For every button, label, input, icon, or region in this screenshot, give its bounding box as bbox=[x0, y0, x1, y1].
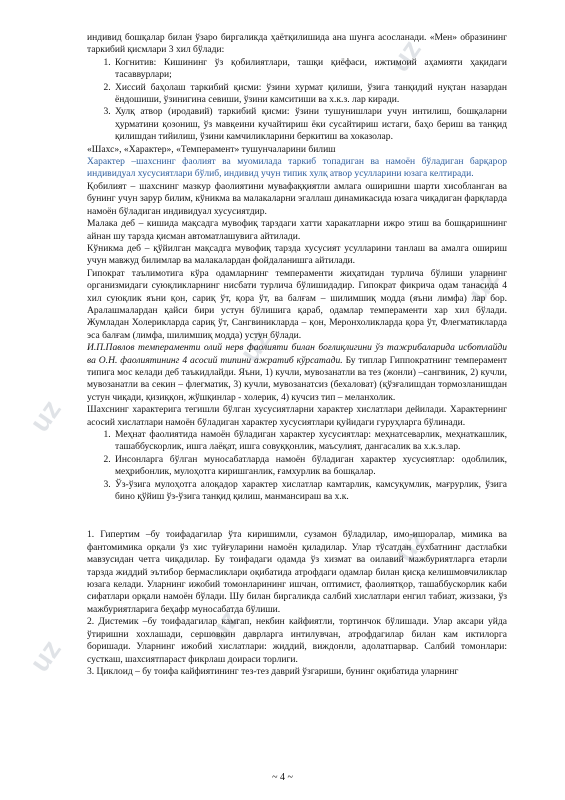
self-image-list bbox=[87, 57, 507, 144]
watermark: uz bbox=[23, 634, 67, 678]
watermark: uz bbox=[461, 264, 505, 308]
page-number: ~ 4 ~ bbox=[272, 772, 293, 783]
pavlov-text: Бу типлар Гиппократнинг темперамент типига мос келади деб таъкидлайди. Яъни, 1) кучли, мувозанатли ва тез (жонли) –сангвиник, 2) кучли, мувозанатли ва секин – флегматик, 3) кучли, мувозанатсиз (бехаловат) (қўзғалишдан тормозланишдан устун чиқади, қизиққон, жўшқинлар - холерик, 4) кучсиз тип – меланхолик. bbox=[87, 354, 508, 403]
watermark: uz bbox=[23, 394, 67, 438]
habit-paragraph: Кўникма деб – қўйилган мақсадга мувофиқ тарзда хусусият усулларини танлаш ва амалга ошириш учун мавжуд билимлар ва малакалардан фойдаланишга айтилади. bbox=[87, 242, 507, 267]
pavlov-paragraph bbox=[87, 342, 507, 404]
watermark: uz bbox=[201, 604, 245, 648]
character-definition: Характер –шахснинг фаолият ва муомилада таркиб топадиган ва намоён бўладиган барқарор индивидуал хусусиятлари бўлиб, индивид учун типик хулқ атвор усулларини юзага келтиради. bbox=[87, 156, 507, 180]
list-item: 1. Когнитив: Кишининг ўз қобилиятлари, ташқи қиёфаси, ижтимоий аҳамияти ҳақидаги тасаввурлари; bbox=[113, 57, 507, 82]
trait-groups-list bbox=[87, 429, 507, 503]
type-dysthymic: 2. Дистемик –бу тоифадагилар камгап, некбин кайфиятли, тортинчок бўлишади. Улар аксари уйда ўтиришни хохлашади, сершовкин даврларга интилувчан, атрофдагилар билан кам иктилорга боришади. Уларнинг ижобий хислатлари: жиддий, виждонли, адолатпарвар. Салбий томонлари: сусткаш, шахсиятпараст фикрлаш доираси торлиги. bbox=[87, 616, 507, 665]
watermark: uz bbox=[233, 324, 277, 368]
type-hyperthym: 1. Гипертим –бу тоифадагилар ўта киришимли, сузамон бўладилар, имо-ишоралар, мимика ва фантомимика орқали ўз хис туйғуларини намоён қиладилар. Улар тўсатдан сухбатнинг дастлабки мавзусидан четга чиқадилар. Бу тоифадаги одамда ўз хизмат ва оилавий мажбуриятларга етарли тарзда жиддий эътибор бермасликлари оқибатида атрофдаги одамлар билан қисқа келишмовчиликлар юзага келади. Уларнинг ижобий томонларининг ишчан, оптимист, фаолиятқор, ташаббускорлик каби сифатлари орқали намоён бўлади. Шу билан биргаликда салбий хислатлари енгил табиат, жиззаки, ўз мажбуриятларига беҳафр муносабатда бўлиши. bbox=[87, 529, 507, 615]
list-item: 3. Хулқ атвор (иродавий) таркибий қисми: ўзини тушунишлари учун интилиш, бошқаларни ҳурматини қозониш, ўз мавқеини кучайтириш ёки сусайтириш истаги, баҳо бериш ва танқид қилишдан тийилиш, ўзини камчиликларини беркитиш ва хоказолар. bbox=[113, 106, 507, 143]
intro-paragraph: индивид бошқалар билан ўзаро биргаликда ҳаётқилишида ана шунга асосланади. «Мен» образининг таркибий қисмлари 3 хил бўлади: bbox=[87, 32, 507, 56]
list-item: 2. Хиссий баҳолаш таркибий қисми: ўзини хурмат қилиши, ўзига танқидий нуқтан назардан ёндошиши, ўзинигина севиши, ўзини камситиши ва х.к.з. лар киради. bbox=[113, 82, 507, 107]
list-item: 2. Инсонларга бўлган муносабатларда намоён бўладиган характер хусусиятлар: одоблилик, меҳрибонлик, мулоҳотга киришганлик, ғамхурлик ва бошқалар. bbox=[113, 454, 507, 479]
hippocrates-paragraph: Гипократ таълимотига кўра одамларнинг темпераменти жиҳатидан турлича бўлиши уларнинг организмидаги суюқликларнинг нисбати турлича бўлишидадир. Гипократ фикрича одам танасида 4 хил суюқлик яъни қон, сариқ ўт, қора ўт, ва балғам – шилимшиқ модда (яъни лимфа) лар бор. Аралашмалардан қайси бири устун бўлишига қараб, одамлар темпераменти хар хил бўлади. Жумладан Холерикларда сариқ ўт, Сангвиникларда – қон, Меронхоликларда қора ўт, Флегматикларда эса балғам (лимфа, шилимшиқ модда) устун бўлади. bbox=[87, 267, 507, 341]
type-cycloid: 3. Циклоид – бу тоифа кайфиятининг тез-тез даврий ўзгариши, бунинг оқибатида уларнинг bbox=[87, 665, 459, 677]
list-item: 3. Ўз-ўзига мулоҳотга алоқадор характер хислатлар камтарлик, камсуқумлик, мағрурлик, ўзига бино қўйиш ўз-ўзига танқид қилиш, манмансираш ва х.к. bbox=[113, 479, 507, 504]
skill-paragraph: Малака деб – кишида мақсадга мувофиқ тарздаги хатти харакатларни ижро этиш ва бошқаришнинг айнан шу тарзда қисман автоматлашувига айтилади. bbox=[87, 218, 507, 242]
pavlov-italic: И.П.Павлов темпераменти олий нерв фаолияти билан боғлиқлигини ўз тажрибаларида исботлайди ва О.Н. фаолиятининг 4 асосий типини ажратиб кўрсатади. bbox=[87, 342, 507, 366]
section-heading: «Шахс», «Характер», «Темперамент» тушунчаларини билиш bbox=[87, 143, 336, 155]
watermark: uz bbox=[383, 34, 427, 78]
document-page bbox=[87, 32, 507, 678]
list-item: 1. Меҳнат фаолиятида намоён бўладиган характер хусусиятлар: меҳнатсеварлик, меҳнаткашлик, ташаббускорлик, ишга лаёқат, ишга совуққонлик, маъсулият, дангасалик ва х.к.з.лар. bbox=[113, 429, 507, 454]
ability-paragraph: Қобилият – шахснинг мазкур фаолиятини мувафаққиятли амлага оширишни шарти хисобланган ва бунинг учун зарур билим, кўникма ва малакаларни эгаллаш динамикасида юзага чиқадиган фарқларда намоён бўладиган индивидуал хусусиятдир. bbox=[87, 180, 507, 217]
watermark: uz bbox=[388, 524, 432, 568]
character-traits-paragraph: Шахснинг характерига тегишли бўлган хусусиятларни характер хислатлари дейилади. Характернинг асосий хислатлари намоён бўладиган характер хусусиятлари қуйидаги гуруҳларга бўлинади. bbox=[87, 404, 507, 428]
